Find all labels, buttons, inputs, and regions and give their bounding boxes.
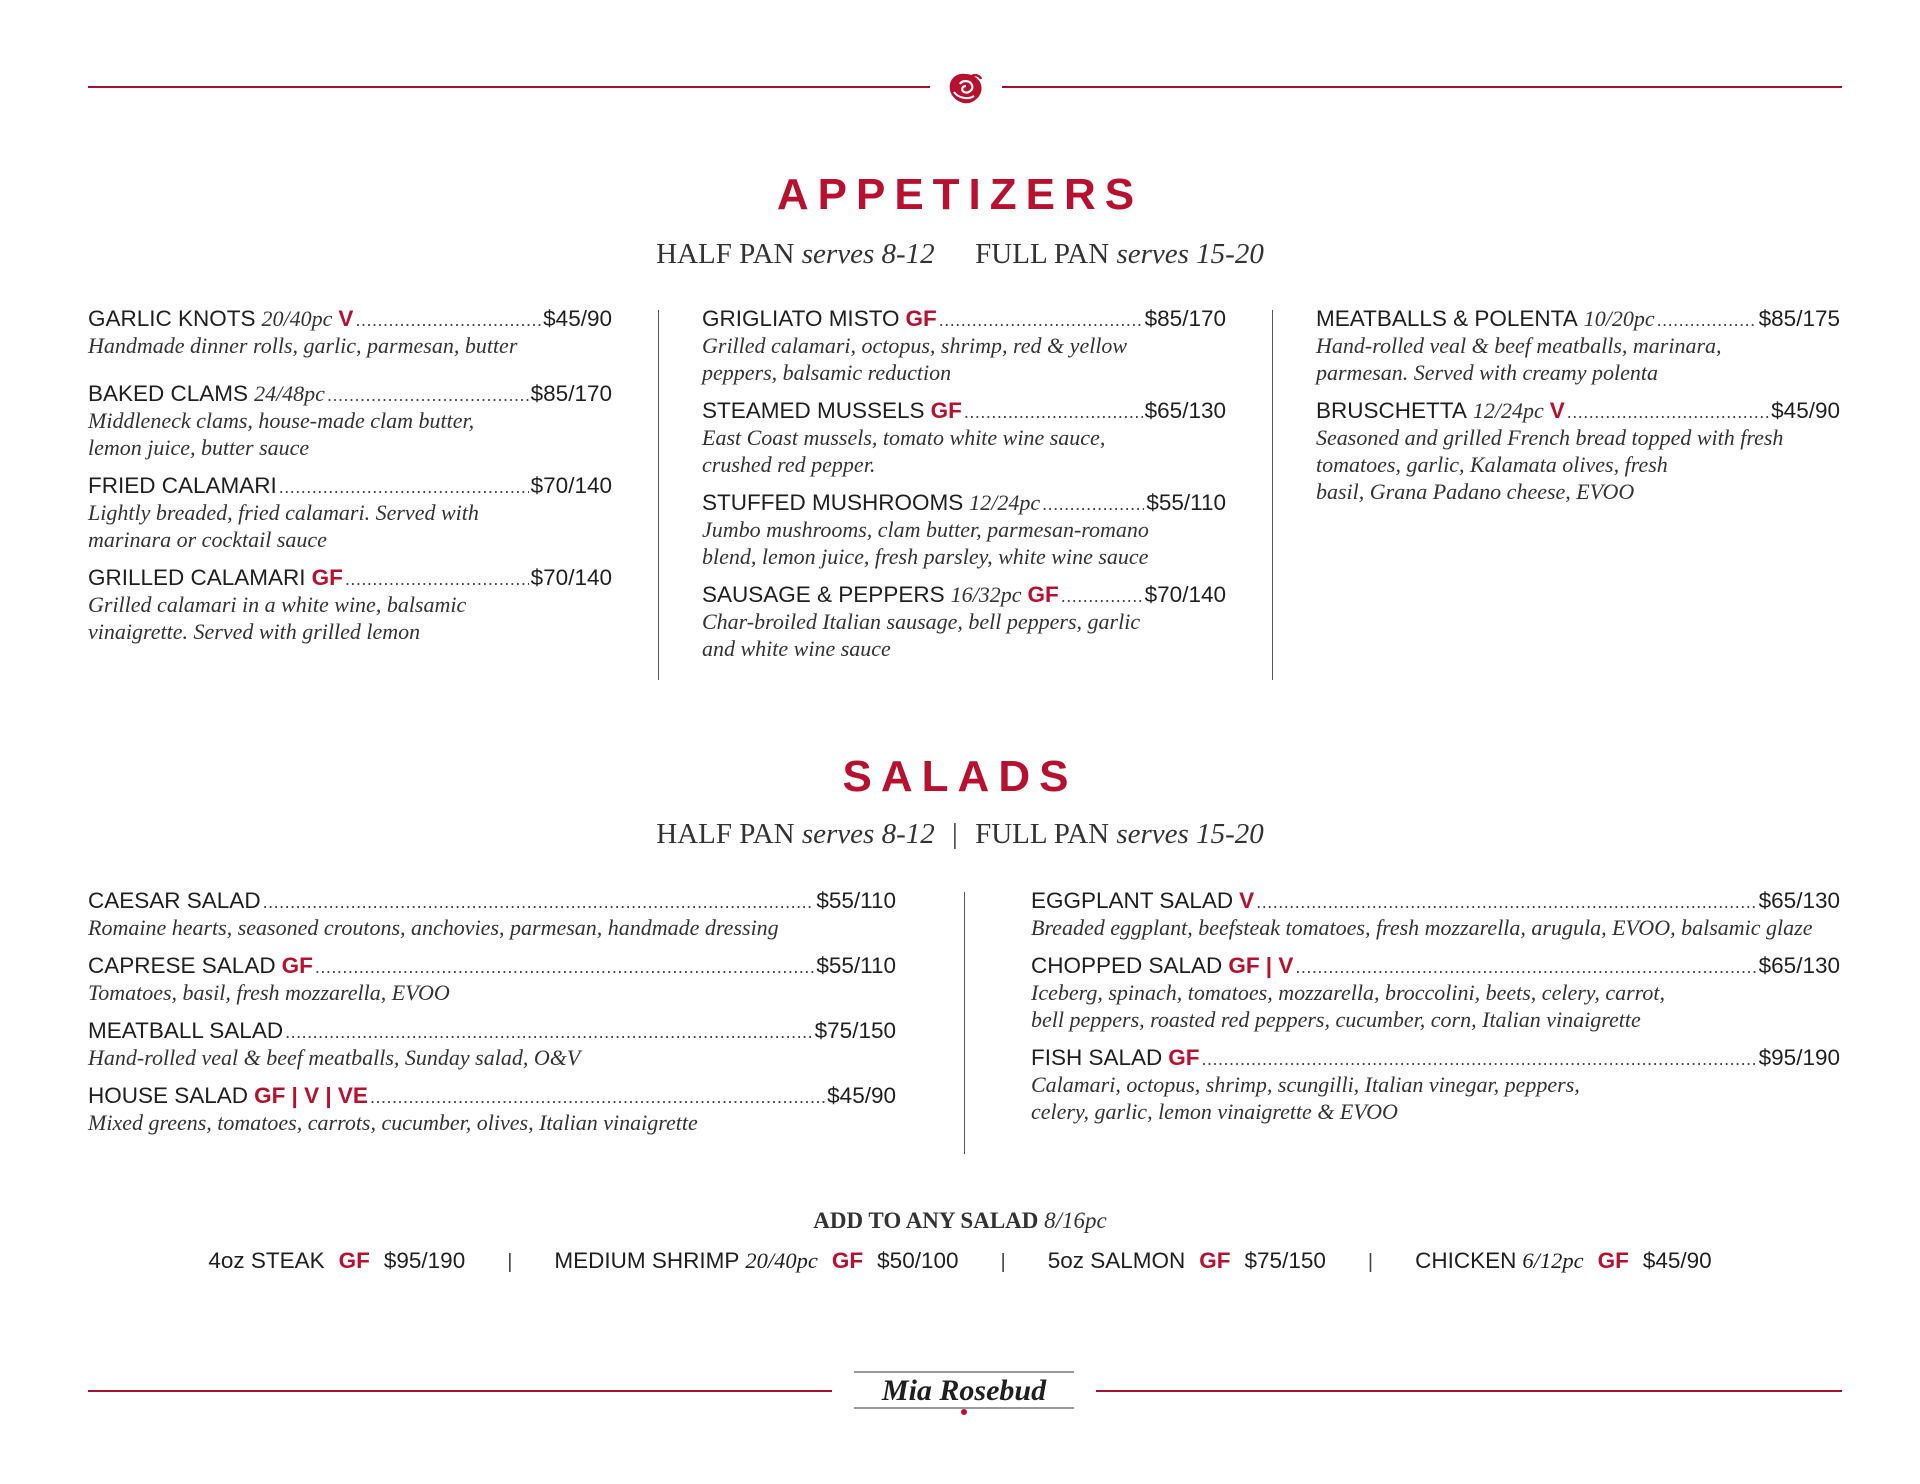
serves-divider: | [952,818,958,850]
half-pan-note: serves 8-12 [801,238,935,270]
column-divider [658,310,659,680]
leader-dots [1657,310,1757,331]
salads-serves [0,818,1920,851]
leader-dots [1202,1049,1757,1070]
menu-item [1316,398,1840,505]
item-portion: 10/20pc [1583,306,1655,331]
menu-item [88,473,612,553]
appetizers-column-3 [1316,306,1840,505]
addon-portion: 20/40pc [745,1248,818,1273]
item-description: Calamari, octopus, shrimp, scungilli, Italian vinegar, peppers, celery, garlic, lemon vinaigrette & EVOO [1031,1072,1580,1124]
menu-item [88,306,612,359]
item-diet-tag: GF | V [1228,953,1294,978]
item-diet-tag: GF [930,398,962,423]
salads-column-2 [1031,888,1840,1125]
leader-dots [355,310,541,331]
column-divider [1272,310,1273,680]
item-price: $45/90 [1771,398,1840,423]
item-description: Romaine hearts, seasoned croutons, anchovies, parmesan, handmade dressing [88,915,779,940]
addon-list [0,1248,1920,1274]
column-divider [964,892,965,1154]
addon-price: $50/100 [877,1248,959,1273]
menu-item [1031,1045,1840,1125]
appetizers-column-1 [88,306,612,645]
item-name: STUFFED MUSHROOMS [702,490,964,515]
top-rule-left [88,86,930,88]
item-portion: 24/48pc [254,381,325,406]
appetizers-column-2 [702,306,1226,662]
item-description: Middleneck clams, house-made clam butter, lemon juice, butter sauce [88,408,475,460]
addon-diet-tag: GF [1597,1248,1629,1273]
leader-dots [1295,957,1756,978]
menu-item [88,565,612,645]
item-price: $55/110 [816,953,896,978]
appetizers-title: APPETIZERS [776,170,1144,219]
menu-item [88,953,896,1006]
item-diet-tag: V [1549,398,1565,423]
item-price: $75/150 [814,1018,896,1043]
addon-portion: 6/12pc [1522,1248,1584,1273]
item-price: $85/175 [1758,306,1840,331]
half-pan-label: HALF PAN [656,238,795,270]
salads-column-1 [88,888,896,1136]
item-diet-tag: GF [311,565,343,590]
item-description: Hand-rolled veal & beef meatballs, marinara, parmesan. Served with creamy polenta [1316,333,1722,385]
menu-item [702,398,1226,478]
addon-title-portion: 8/16pc [1044,1208,1107,1233]
item-description: Tomatoes, basil, fresh mozzarella, EVOO [88,980,450,1005]
addon-price: $75/150 [1244,1248,1326,1273]
item-name: CHOPPED SALAD [1031,953,1223,978]
leader-dots [315,957,815,978]
addon-item [1415,1248,1712,1274]
item-diet-tag: GF [281,953,313,978]
half-pan-label: HALF PAN [656,818,795,850]
full-pan-note: serves 15-20 [1116,818,1264,850]
item-price: $85/170 [1144,306,1226,331]
item-name: HOUSE SALAD [88,1083,249,1108]
item-description: Hand-rolled veal & beef meatballs, Sunday salad, O&V [88,1045,581,1070]
item-description: Seasoned and grilled French bread topped with fresh tomatoes, garlic, Kalamata olives, fresh basil, Grana Padano cheese, EVOO [1316,425,1784,504]
item-diet-tag: V [1239,888,1255,913]
addon-price: $95/190 [383,1248,466,1273]
item-price: $65/130 [1144,398,1226,423]
item-name: MEATBALLS & POLENTA [1316,306,1578,331]
addon-diet-tag: GF [1199,1248,1231,1273]
item-description: Grilled calamari, octopus, shrimp, red & yellow peppers, balsamic reduction [702,333,1128,385]
item-name: STEAMED MUSSELS [702,398,925,423]
item-name: CAESAR SALAD [88,888,261,913]
addon-separator: | [1367,1251,1374,1273]
item-name: FISH SALAD [1031,1045,1163,1070]
item-description: East Coast mussels, tomato white wine sauce, crushed red pepper. [702,425,1106,477]
item-description: Iceberg, spinach, tomatoes, mozzarella, broccolini, beets, celery, carrot, bell peppers, roasted red peppers, cucumber, corn, Italian vinaigrette [1031,980,1666,1032]
item-name: BAKED CLAMS [88,381,249,406]
addon-item [554,1248,958,1274]
leader-dots [285,1022,813,1043]
top-rule-right [1002,86,1842,88]
leader-dots [1256,892,1756,913]
item-price: $55/110 [1146,490,1226,515]
item-description: Lightly breaded, fried calamari. Served with marinara or cocktail sauce [88,500,479,552]
addon-diet-tag: GF [831,1248,864,1273]
rose-logo-icon [942,68,990,108]
half-pan-note: serves 8-12 [801,818,935,850]
leader-dots [345,569,529,590]
menu-item [88,1083,896,1136]
addon-name: 5oz SALMON [1047,1248,1186,1273]
item-price: $70/140 [1144,582,1226,607]
menu-item [1316,306,1840,386]
item-name: EGGPLANT SALAD [1031,888,1234,913]
item-name: BRUSCHETTA [1316,398,1467,423]
item-name: GARLIC KNOTS [88,306,256,331]
item-description: Grilled calamari in a white wine, balsamic vinaigrette. Served with grilled lemon [88,592,467,644]
salads-title: SALADS [842,752,1078,801]
item-description: Jumbo mushrooms, clam butter, parmesan-romano blend, lemon juice, fresh parsley, white wine sauce [702,517,1149,569]
addon-name: CHICKEN [1415,1248,1517,1273]
menu-item [1031,888,1840,941]
addon-name: 4oz STEAK [208,1248,325,1273]
leader-dots [1567,402,1769,423]
leader-dots [279,477,529,498]
item-description: Char-broiled Italian sausage, bell peppers, garlic and white wine sauce [702,609,1141,661]
full-pan-label: FULL PAN [975,818,1110,850]
leader-dots [939,310,1143,331]
menu-item [702,582,1226,662]
item-diet-tag: GF [1168,1045,1200,1070]
item-price: $45/90 [827,1083,896,1108]
wordmark-text: Mia Rosebud [881,1374,1047,1407]
item-price: $45/90 [543,306,612,331]
item-price: $70/140 [530,473,612,498]
item-portion: 20/40pc [261,306,333,331]
item-portion: 12/24pc [969,490,1041,515]
menu-item [702,490,1226,570]
leader-dots [327,385,529,406]
menu-item [88,1018,896,1071]
addon-separator: | [507,1251,513,1273]
addon-title-text: ADD TO ANY SALAD [813,1208,1039,1233]
item-description: Handmade dinner rolls, garlic, parmesan, butter [88,333,518,358]
mia-rosebud-logo [846,1368,1082,1416]
item-price: $65/130 [1758,953,1840,978]
appetizers-serves [0,238,1920,271]
leader-dots [263,892,815,913]
addon-item [208,1248,465,1274]
item-portion: 12/24pc [1472,398,1544,423]
addon-separator: | [1000,1251,1006,1273]
item-name: FRIED CALAMARI [88,473,277,498]
item-price: $55/110 [816,888,896,913]
item-description: Breaded eggplant, beefsteak tomatoes, fresh mozzarella, arugula, EVOO, balsamic glaze [1031,915,1813,940]
item-price: $85/170 [530,381,612,406]
item-description: Mixed greens, tomatoes, carrots, cucumber, olives, Italian vinaigrette [88,1110,698,1135]
leader-dots [1061,586,1143,607]
menu-item [702,306,1226,386]
item-price: $65/130 [1758,888,1840,913]
addon-item [1048,1248,1326,1274]
leader-dots [1042,494,1144,515]
menu-item [88,888,896,941]
item-diet-tag: V [338,306,354,331]
leader-dots [370,1087,825,1108]
item-diet-tag: GF [1027,582,1059,607]
addon-diet-tag: GF [338,1248,370,1273]
item-name: SAUSAGE & PEPPERS [702,582,945,607]
bottom-rule-left [88,1390,832,1392]
full-pan-note: serves 15-20 [1116,238,1264,270]
item-name: CAPRESE SALAD [88,953,276,978]
item-price: $95/190 [1758,1045,1840,1070]
item-name: GRILLED CALAMARI [88,565,306,590]
leader-dots [964,402,1143,423]
item-name: GRIGLIATO MISTO [702,306,900,331]
item-diet-tag: GF | V | VE [254,1083,368,1108]
addon-name: MEDIUM SHRIMP [554,1248,740,1273]
menu-item [1031,953,1840,1033]
item-name: MEATBALL SALAD [88,1018,284,1043]
addon-title [0,1208,1920,1234]
menu-item [88,381,612,461]
full-pan-label: FULL PAN [975,238,1110,270]
bottom-rule-right [1096,1390,1842,1392]
item-diet-tag: GF [905,306,937,331]
addon-price: $45/90 [1642,1248,1712,1273]
item-portion: 16/32pc [950,582,1022,607]
item-price: $70/140 [530,565,612,590]
